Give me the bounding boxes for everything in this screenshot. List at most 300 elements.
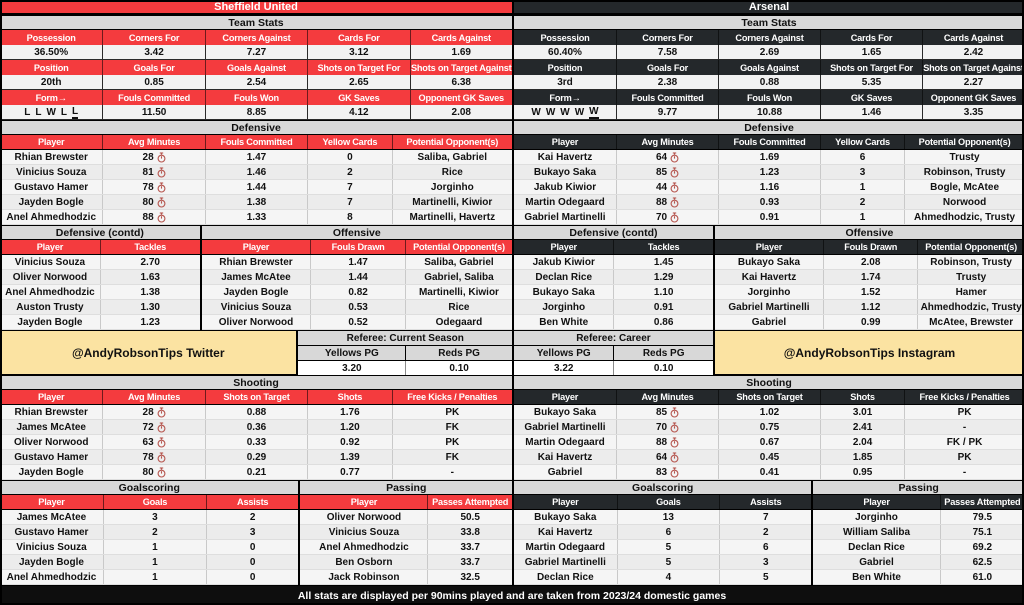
stopwatch-icon [157,437,166,448]
stat-header-row [0,90,512,105]
defensive-title: Defensive [514,120,1024,135]
player-name: Kai Havertz [741,271,797,283]
team-name: Sheffield United [0,0,512,15]
stat-cell: Martinelli, Kiwior [405,285,512,299]
stat-cell: 4 [617,570,720,584]
table-row [514,510,811,525]
table-row [813,510,1024,525]
column-header: Assists [206,495,299,509]
stat-cell: 0.41 [718,465,820,479]
defensive-contd-title: Defensive (contd) [514,225,713,240]
stopwatch-icon [157,212,166,223]
stopwatch-icon [157,152,166,163]
yellows-pg-label: Yellows PG [324,347,379,359]
stat-value: 1.46 [820,105,922,119]
column-header: Free Kicks / Penalties [392,390,512,404]
stat-cell: 1.74 [823,270,917,284]
instagram-handle-box: @AndyRobsonTips Instagram [713,331,1024,374]
stat-value: 0.88 [718,75,820,89]
stopwatch-icon [670,452,679,463]
stat-cell: 1.44 [310,270,405,284]
table-row [715,300,1024,315]
table-row [514,285,713,300]
stat-cell: 2 [206,510,299,524]
reds-pg-value: 0.10 [613,361,712,376]
stat-cell: 0.45 [718,450,820,464]
player-name: Bukayo Saka [534,511,597,523]
stat-cell: 0.33 [205,435,307,449]
stat-cell: Jorginho [392,180,512,194]
stat-value: 11.50 [102,105,204,119]
player-name: Declan Rice [848,541,905,553]
table-row [514,210,1024,225]
stat-cell: PK [904,405,1024,419]
stat-cell: 2 [103,525,206,539]
table-row [0,285,200,300]
player-name: Vinicius Souza [220,301,292,313]
player-name: Jayden Bogle [18,466,84,478]
table-row [0,540,298,555]
stat-cell: 0.53 [310,300,405,314]
table-header-row [0,135,512,150]
table-row [0,195,512,210]
table-row [813,540,1024,555]
stat-cell: 33.8 [427,525,512,539]
avg-minutes-cell: 44 [616,180,718,194]
footer-note: All stats are displayed per 90mins played and are taken from 2023/24 domestic games [0,585,1024,605]
yellows-pg-value: 3.22 [553,363,574,374]
column-header: Player [202,240,311,254]
stat-value: 20th [40,76,62,88]
table-header-row [715,240,1024,255]
team-stats-grid [514,30,1024,120]
stat-cell: 1 [103,570,206,584]
table-row [514,525,811,540]
column-header: Tackles [613,240,712,254]
defensive-contd-panel [0,225,200,330]
player-name: Anel Ahmedhodzic [6,211,97,223]
stat-cell: 0.75 [718,420,820,434]
stat-cell: 1.02 [718,405,820,419]
stat-cell: 6 [820,150,904,164]
column-header: Goals [103,495,206,509]
stat-cell: 1.85 [820,450,904,464]
stat-header: Corners Against [205,30,307,45]
column-header: Shots on Target [205,390,307,404]
referee-career-title: Referee: Career [514,331,713,346]
defensive-contd-panel [514,225,713,330]
stat-value: 2.38 [616,75,718,89]
stat-cell: 2.04 [820,435,904,449]
social-referee-band [0,330,512,375]
stopwatch-icon [670,407,679,418]
player-name: Gabriel [751,316,787,328]
stat-cell: 0.99 [823,315,917,329]
player-name: Ben Osborn [335,556,393,568]
player-name: Anel Ahmedhodzic [5,286,95,298]
stat-value: 4.12 [307,105,409,119]
stat-header-row [514,30,1024,45]
offensive-table [202,240,512,330]
reds-pg-label: Reds PG [613,346,712,360]
stat-cell: 1.47 [205,150,307,164]
player-name: Jayden Bogle [18,556,84,568]
referee-social-band [514,330,1024,375]
stat-value: 10.88 [718,105,820,119]
stat-header: Shots on Target For [820,60,922,75]
stat-cell: Hamer [917,285,1024,299]
avg-minutes-cell: 81 [102,165,204,179]
goalscoring-table [514,495,811,585]
stat-value: 2.54 [205,75,307,89]
stat-cell: 2.08 [823,255,917,269]
player-name: James McAtee [16,421,86,433]
stat-cell: 0 [206,540,299,554]
stat-header: Goals For [102,60,204,75]
column-header: Tackles [100,240,200,254]
stat-cell: 32.5 [427,570,512,584]
stat-cell: 5 [617,540,720,554]
stat-header: Shots on Target Against [410,60,512,75]
stopwatch-icon [157,167,166,178]
stat-cell: 7 [719,510,811,524]
stat-cell: 6 [617,525,720,539]
table-row [514,300,713,315]
table-header-row [514,135,1024,150]
player-name: Jayden Bogle [17,316,83,328]
stat-cell: 1 [103,555,206,569]
table-row [813,570,1024,585]
stat-cell: 3.01 [820,405,904,419]
stat-cell: 0.93 [718,195,820,209]
stat-value-row [514,75,1024,90]
table-row [514,555,811,570]
stat-value: 2.27 [922,75,1024,89]
stat-cell: 2 [307,165,391,179]
stat-header: Opponent GK Saves [922,90,1024,105]
table-row [0,180,512,195]
stat-cell: 33.7 [427,540,512,554]
column-header: Passes Attempted [940,495,1024,509]
table-row [813,555,1024,570]
stat-cell: Martinelli, Kiwior [392,195,512,209]
table-row [0,405,512,420]
column-header: Shots [307,390,391,404]
player-name: Jorginho [855,511,898,523]
table-row [300,525,512,540]
stat-value-row [514,45,1024,60]
reds-pg-value: 0.10 [405,361,512,376]
player-name: Jakub Kiwior [532,256,595,268]
stat-cell: 5 [719,570,811,584]
stat-header: Cards Against [410,30,512,45]
stat-cell: 1.33 [205,210,307,224]
stat-header: Opponent GK Saves [410,90,512,105]
stat-cell: PK [392,405,512,419]
avg-minutes-cell: 63 [102,435,204,449]
stat-cell: 3 [719,555,811,569]
player-name: Gabriel [859,556,894,568]
player-name: James McAtee [16,511,87,523]
stat-cell: 0.77 [307,465,391,479]
player-name: Martin Odegaard [525,196,605,208]
column-header: Free Kicks / Penalties [904,390,1024,404]
player-name: Jayden Bogle [223,286,289,298]
goalscoring-panel [514,480,811,585]
stat-cell: 0.21 [205,465,307,479]
stat-cell: 75.1 [940,525,1024,539]
stat-cell: 0.29 [205,450,307,464]
column-header: Goals [617,495,720,509]
stopwatch-icon [670,422,679,433]
table-header-row [0,495,298,510]
player-name: Declan Rice [536,571,594,583]
table-row [0,450,512,465]
column-header: Passes Attempted [427,495,512,509]
stat-cell: FK [392,450,512,464]
stat-cell: 61.0 [940,570,1024,584]
stat-cell: 0.52 [310,315,405,329]
stat-value: 7.58 [616,45,718,59]
avg-minutes-cell: 70 [616,210,718,224]
player-name: Oliver Norwood [326,511,402,523]
table-header-row [514,240,713,255]
stat-cell: 0 [206,555,299,569]
column-header: Fouls Drawn [310,240,405,254]
stat-value: 3.12 [307,45,409,59]
twitter-handle-box: @AndyRobsonTips Twitter [0,331,298,374]
stat-value-row [0,45,512,60]
stat-cell: Rice [405,300,512,314]
stat-cell: Ahmedhodzic, Trusty [917,300,1024,314]
column-header: Player [514,495,617,509]
stopwatch-icon [670,167,679,178]
table-row [514,255,713,270]
stat-header: Corners Against [718,30,820,45]
offensive-title: Offensive [202,225,512,240]
stat-value: 5.35 [820,75,922,89]
stat-cell: 5 [617,555,720,569]
table-row [300,540,512,555]
stat-cell: 1.69 [718,150,820,164]
stat-cell: 8 [307,210,391,224]
player-name: Ben White [852,571,901,583]
stat-cell: 1 [103,540,206,554]
referee-current-headers [298,346,512,361]
team-panel-arsenal [512,0,1024,585]
stat-cell: Rice [392,165,512,179]
table-row [300,570,512,585]
table-row [202,285,512,300]
defensive-table [514,135,1024,225]
player-name: Gabriel Martinelli [524,556,606,568]
column-header: Assists [719,495,811,509]
column-header: Potential Opponent(s) [917,240,1024,254]
column-header: Player [300,495,427,509]
table-row [202,300,512,315]
table-row [0,525,298,540]
table-row [0,300,200,315]
column-header: Shots [820,390,904,404]
avg-minutes-cell: 80 [102,465,204,479]
table-row [514,450,1024,465]
stat-value: 60.40% [548,46,582,58]
column-header: Fouls Drawn [823,240,917,254]
stopwatch-icon [670,212,679,223]
offensive-table [715,240,1024,330]
stat-cell: Martinelli, Havertz [392,210,512,224]
stat-cell: 0 [206,570,299,584]
player-name: Kai Havertz [537,151,593,163]
table-row [202,255,512,270]
stat-cell: 13 [617,510,720,524]
stat-header: Goals For [616,60,718,75]
referee-career-values [514,361,713,376]
passing-table [300,495,512,585]
column-header: Avg Minutes [616,390,718,404]
avg-minutes-cell: 85 [616,165,718,179]
player-name: Gabriel Martinelli [728,301,810,313]
stat-cell: 1 [820,180,904,194]
defensive-table [0,135,512,225]
stat-value: 2.08 [410,105,512,119]
column-header: Potential Opponent(s) [904,135,1024,149]
stopwatch-icon [670,467,679,478]
stat-value: 9.77 [616,105,718,119]
player-name: Jayden Bogle [18,196,84,208]
stat-cell: Saliba, Gabriel [405,255,512,269]
stat-value: 7.27 [205,45,307,59]
stat-cell: 7 [307,180,391,194]
stat-cell: 0.86 [613,315,712,329]
defensive-title: Defensive [0,120,512,135]
stat-header: Shots on Target For [307,60,409,75]
stat-cell: Ahmedhodzic, Trusty [904,210,1024,224]
stat-header: Goals Against [205,60,307,75]
shooting-table [514,390,1024,480]
stat-cell: FK / PK [904,435,1024,449]
table-row [514,180,1024,195]
player-name: Gabriel [547,466,583,478]
avg-minutes-cell: 64 [616,450,718,464]
stat-cell: 1.23 [100,315,200,329]
player-name: Oliver Norwood [218,316,294,328]
referee-current-values [298,361,512,376]
shooting-title: Shooting [514,375,1024,390]
player-name: Jakub Kiwior [533,181,597,193]
referee-career-box [514,331,713,374]
table-row [0,315,200,330]
stat-cell: 0.91 [718,210,820,224]
player-name: Kai Havertz [537,451,593,463]
stat-cell: 79.5 [940,510,1024,524]
stat-header: Fouls Won [718,90,820,105]
stat-cell: 0.88 [205,405,307,419]
table-header-row [202,240,512,255]
stat-cell: 0 [307,150,391,164]
stat-header: Fouls Won [205,90,307,105]
defensive-contd-table [514,240,713,330]
stat-header: Goals Against [718,60,820,75]
stat-cell: 1.29 [613,270,712,284]
stat-cell: 1.52 [823,285,917,299]
stat-value: 8.85 [205,105,307,119]
stat-header: Possession [0,30,102,45]
player-name: Anel Ahmedhodzic [6,571,97,583]
stat-header-row [0,60,512,75]
player-name: Bukayo Saka [533,166,597,178]
column-header: Player [0,240,100,254]
stat-header: Fouls Committed [102,90,204,105]
passing-title: Passing [300,480,512,495]
referee-current-title: Referee: Current Season [298,331,512,346]
column-header: Player [715,240,823,254]
stat-cell: 0.95 [820,465,904,479]
form-value: L L W L L [24,105,79,118]
table-row [514,195,1024,210]
column-header: Potential Opponent(s) [405,240,512,254]
stat-value: 2.42 [922,45,1024,59]
goalscoring-title: Goalscoring [0,480,298,495]
stat-cell: 2.70 [100,255,200,269]
table-row [514,465,1024,480]
table-header-row [0,390,512,405]
stat-header: Corners For [616,30,718,45]
stat-cell: 0.92 [307,435,391,449]
avg-minutes-cell: 78 [102,180,204,194]
avg-minutes-cell: 64 [616,150,718,164]
passing-table [813,495,1024,585]
table-header-row [514,495,811,510]
player-name: Bukayo Saka [532,286,595,298]
stat-header: Shots on Target Against [922,60,1024,75]
stat-value: 2.65 [307,75,409,89]
stat-header: Position [0,60,102,75]
player-name: Gabriel Martinelli [524,421,606,433]
stat-header: Fouls Committed [616,90,718,105]
stat-value-row [0,105,512,120]
player-name: Gustavo Hamer [14,526,89,538]
column-header: Player [0,390,102,404]
referee-current-box [298,331,512,374]
goalscoring-title: Goalscoring [514,480,811,495]
player-name: Vinicius Souza [328,526,400,538]
table-row [300,555,512,570]
stat-cell: 3 [103,510,206,524]
column-header: Player [514,240,613,254]
table-header-row [514,390,1024,405]
player-name: Declan Rice [535,271,593,283]
table-row [202,315,512,330]
avg-minutes-cell: 70 [616,420,718,434]
table-row [715,315,1024,330]
stat-cell: 1.39 [307,450,391,464]
goalscoring-table [0,495,298,585]
shooting-table [0,390,512,480]
table-row [300,510,512,525]
form-value: W W W W W [531,105,599,118]
stat-cell: - [904,465,1024,479]
player-name: Gustavo Hamer [14,451,89,463]
player-name: Rhian Brewster [219,256,293,268]
table-row [813,525,1024,540]
table-row [0,210,512,225]
avg-minutes-cell: 80 [102,195,204,209]
stat-cell: Bogle, McAtee [904,180,1024,194]
stat-header: Position [514,60,616,75]
team-stats-title: Team Stats [0,15,512,30]
stat-cell: 6 [719,540,811,554]
